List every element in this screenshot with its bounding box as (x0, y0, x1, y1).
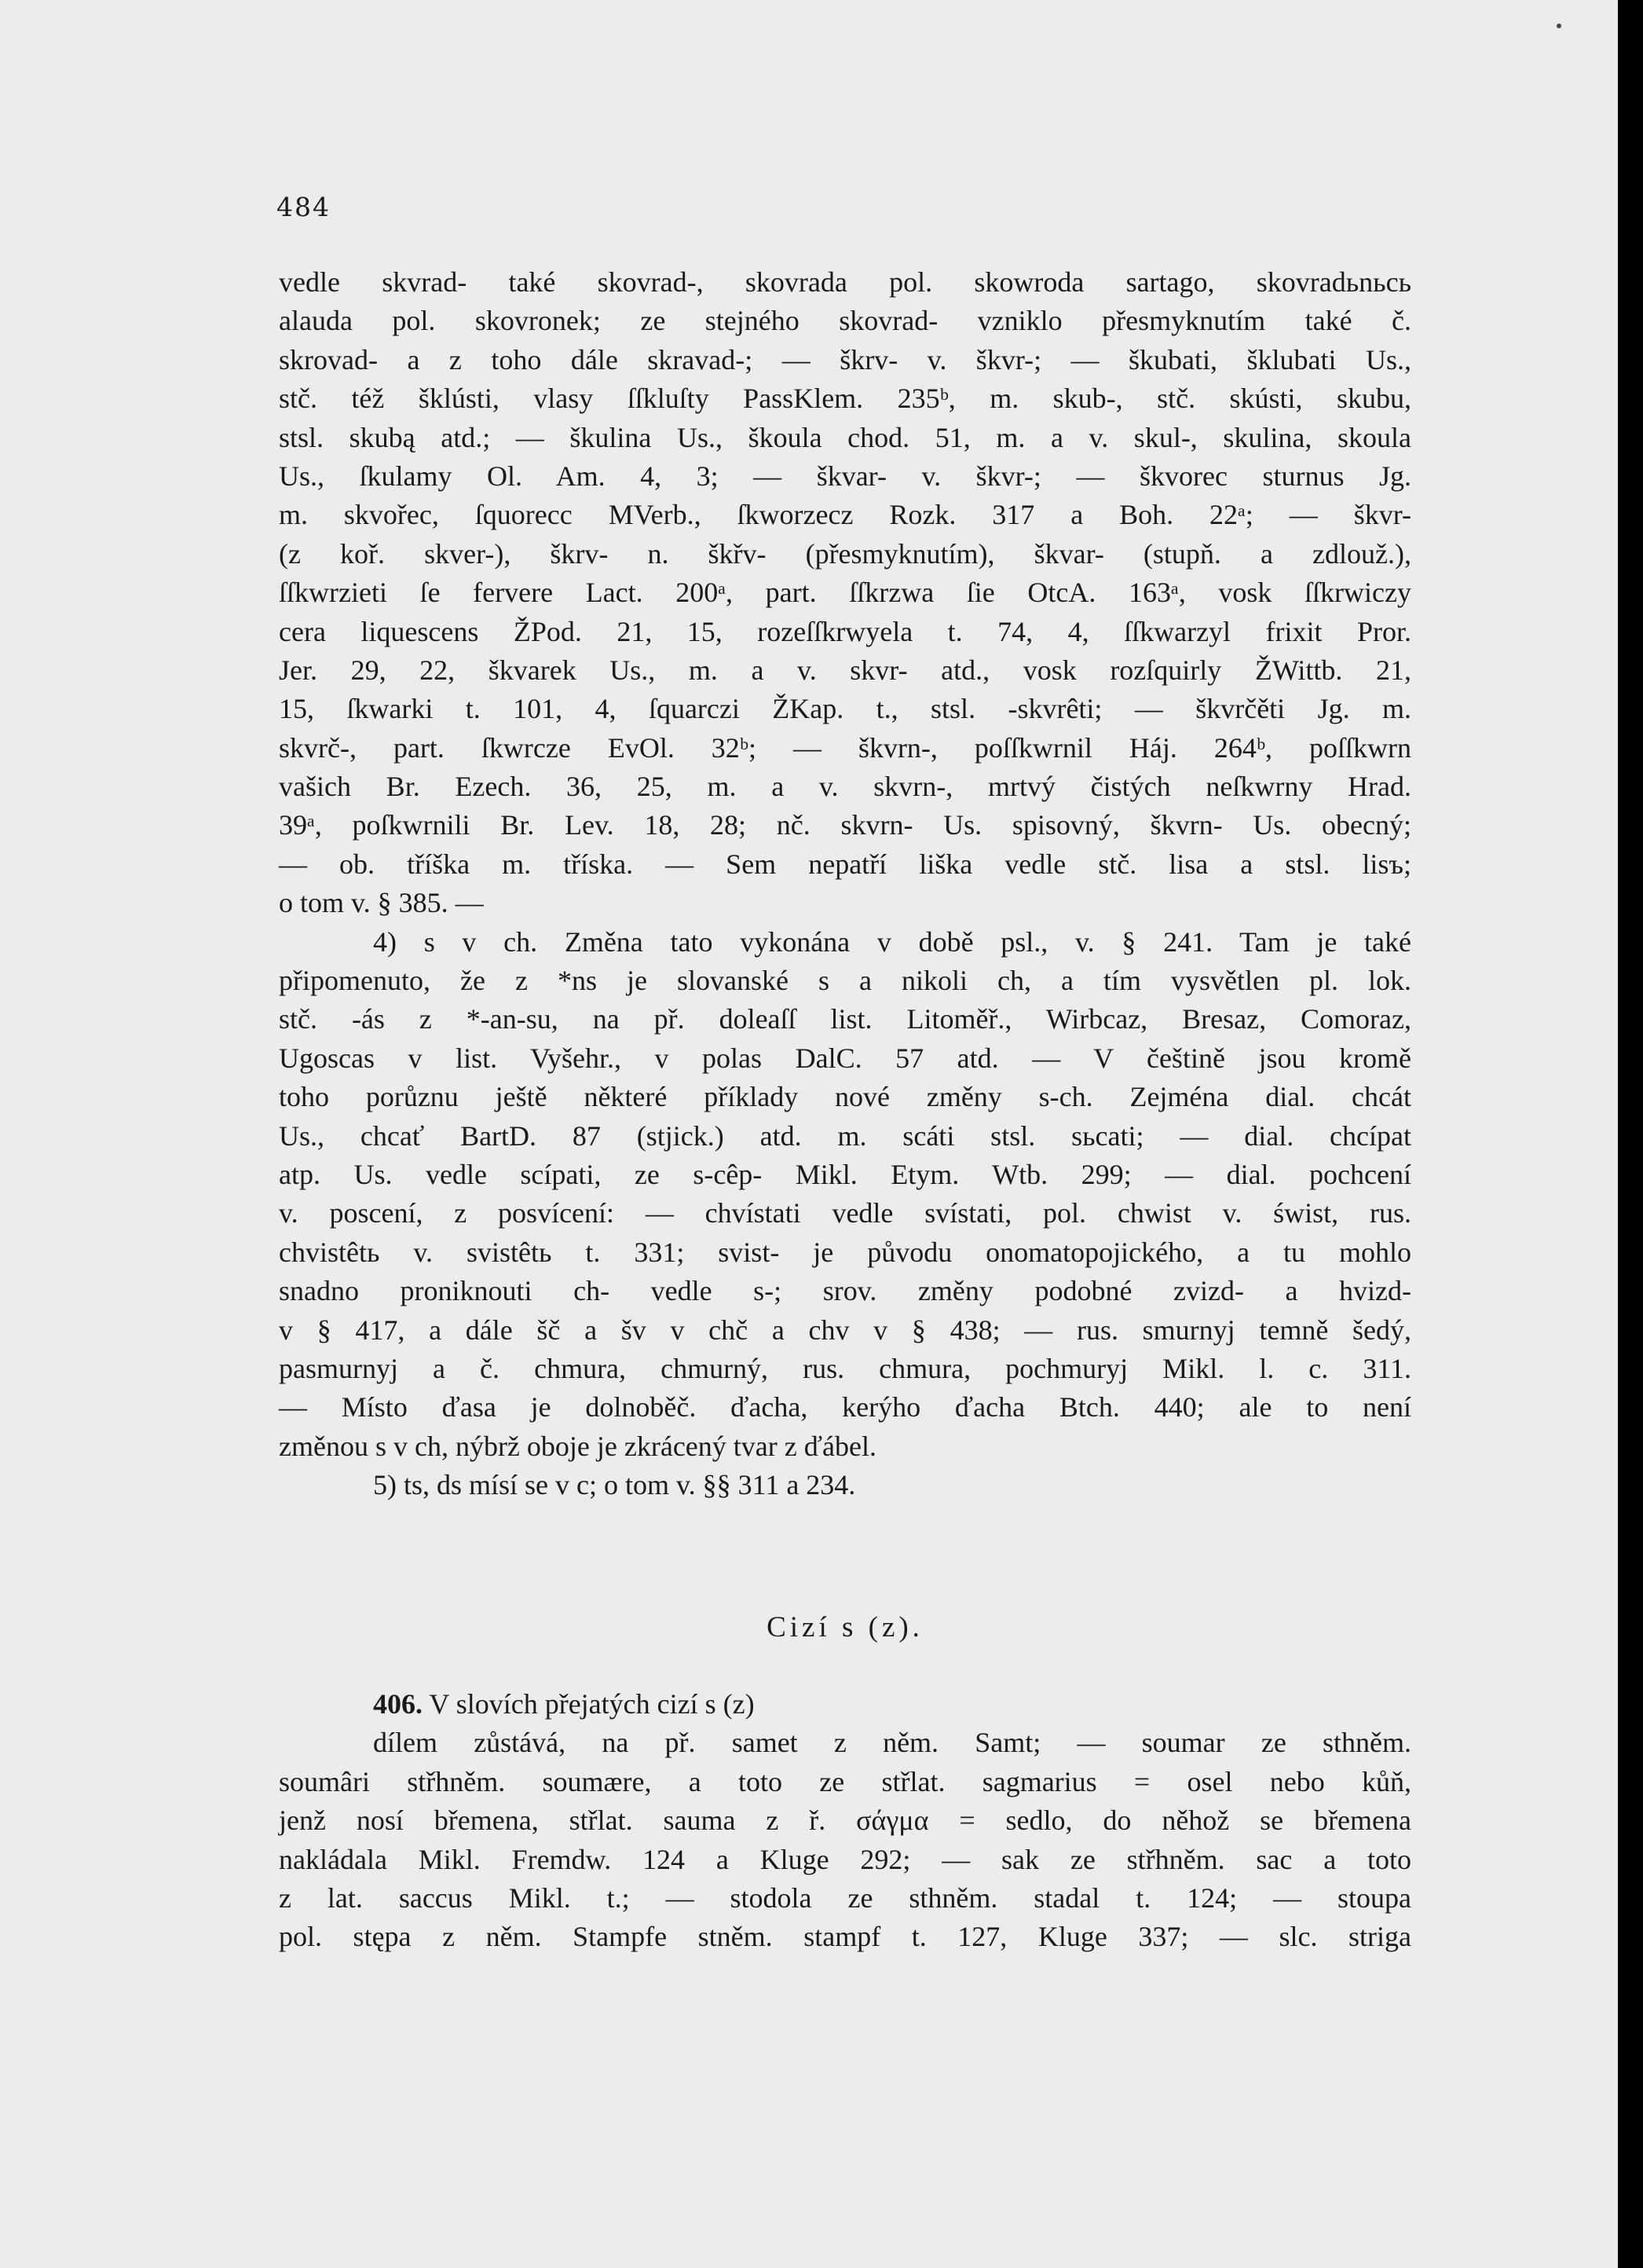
section-number: 406. (373, 1688, 423, 1720)
text-line: z lat. saccus Mikl. t.; — stodola ze sthněm. stadal t. 124; — stoupa (279, 1881, 1411, 1914)
text-line: toho porůznu ještě některé příklady nové změny s-ch. Zejména dial. chcát (279, 1081, 1411, 1113)
text-line: v § 417, a dále šč a šv v chč a chv v § 438; — rus. smurnyj temně šedý, (279, 1314, 1411, 1346)
text-line: alauda pol. skovronek; ze stejného skovrad- vzniklo přesmyknutím také č. (279, 305, 1411, 337)
text-line: cera liquescens ŽPod. 21, 15, rozeſſkrwyela t. 74, 4, ſſkwarzyl frixit Pror. (279, 615, 1411, 647)
text-line: stč. -ás z *-an-su, na př. doleaſſ list. Litoměř., Wirbcaz, Bresaz, Comoraz, (279, 1003, 1411, 1035)
text-line: o tom v. § 385. — (279, 887, 484, 919)
page-number: 484 (276, 192, 331, 222)
text-line: pol. stępa z něm. Stampfe stněm. stampf t. 127, Kluge 337; — slc. striga (279, 1921, 1411, 1953)
section-406 (279, 1685, 1411, 1957)
section-first-text: V slovích přejatých cizí s (z) (429, 1688, 755, 1720)
text-line: — Místo ďasa je dolnoběč. ďacha, kerýho ďacha Btch. 440; ale to není (279, 1391, 1411, 1423)
text-line: snadno proniknouti ch- vedle s-; srov. změny podobné zvizd- a hvizd- (279, 1275, 1411, 1307)
text-line: Ugoscas v list. Vyšehr., v polas DalC. 57 atd. — V češtině jsou kromě (279, 1042, 1411, 1074)
text-line: vašich Br. Ezech. 36, 25, m. a v. skvrn-, mrtvý čistých neſkwrny Hrad. (279, 771, 1411, 803)
text-line: chvistêtь v. svistêtь t. 331; svist- je původu onomatopojického, a tu mohlo (279, 1236, 1411, 1268)
text-line: stsl. skubą atd.; — škulina Us., škoula chod. 51, m. a v. skul-, skulina, skoula (279, 421, 1411, 453)
text-line: atp. Us. vedle scípati, ze s-cêp- Mikl. Etym. Wtb. 299; — dial. pochcení (279, 1158, 1411, 1190)
text-line: Jer. 29, 22, škvarek Us., m. a v. skvr- atd., vosk rozſquirly ŽWittb. 21, (279, 654, 1411, 686)
text-line: soumâri střhněm. soumære, a toto ze střlat. sagmarius = osel nebo kůň, (279, 1765, 1411, 1797)
text-line: vedle skvrad- také skovrad-, skovrada pol. skowroda sartago, skovradьnьcь (279, 266, 1411, 298)
text-line: stč. též šklústi, vlasy ſſkluſty PassKlem. 235ᵇ, m. skub-, stč. skústi, skubu, (279, 383, 1411, 415)
section-first-line (279, 1685, 1411, 1724)
text-line: (z koř. skver-), škrv- n. škřv- (přesmyknutím), škvar- (stupň. a zdlouž.), (279, 537, 1411, 570)
text-line: Us., chcať BartD. 87 (stjick.) atd. m. scáti stsl. sьcati; — dial. chcípat (279, 1119, 1411, 1152)
text-line: nakládala Mikl. Fremdw. 124 a Kluge 292; — sak ze střhněm. sac a toto (279, 1843, 1411, 1875)
text-line: m. skvořec, ſquorecc MVerb., ſkworzecz Rozk. 317 a Boh. 22ᵃ; — škvr- (279, 499, 1411, 531)
margin-mark (1557, 24, 1561, 28)
text-line: v. poscení, z posvícení: — chvístati vedle svístati, pol. chwist v. świst, rus. (279, 1197, 1411, 1229)
text-line: 39ᵃ, poſkwrnili Br. Lev. 18, 28; nč. skvrn- Us. spisovný, škvrn- Us. obecný; (279, 809, 1411, 841)
main-text (279, 263, 1411, 1505)
text-line: skvrč-, part. ſkwrcze EvOl. 32ᵇ; — škvrn-, poſſkwrnil Háj. 264ᵇ, poſſkwrn (279, 731, 1411, 764)
text-line: 5) ts, ds mísí se v c; o tom v. §§ 311 a 234. (373, 1469, 856, 1501)
section-heading: Cizí s (z). (767, 1611, 924, 1643)
text-line: — ob. tříška m. tříska. — Sem nepatří liška vedle stč. lisa a stsl. lisъ; (279, 848, 1411, 880)
text-line: připomenuto, že z *ns je slovanské s a nikoli ch, a tím vysvětlen pl. lok. (279, 965, 1411, 997)
text-line: 15, ſkwarki t. 101, 4, ſquarczi ŽKap. t., stsl. -skvrêti; — škvrčěti Jg. m. (279, 693, 1411, 725)
text-line: 4) s v ch. Změna tato vykonána v době psl., v. § 241. Tam je také (373, 925, 1411, 958)
text-line: pasmurnyj a č. chmura, chmurný, rus. chmura, pochmuryj Mikl. l. c. 311. (279, 1352, 1411, 1384)
text-line: Us., ſkulamy Ol. Am. 4, 3; — škvar- v. škvr-; — škvorec sturnus Jg. (279, 460, 1411, 492)
text-line: ſſkwrzieti ſe fervere Lact. 200ᵃ, part. ſſkrzwa ſie OtcA. 163ᵃ, vosk ſſkrwiczy (279, 577, 1411, 609)
text-line: jenž nosí břemena, střlat. sauma z ř. σάγμα = sedlo, do něhož se břemena (279, 1805, 1411, 1837)
text-line: změnou s v ch, nýbrž oboje je zkrácený tvar z ďábel. (279, 1430, 876, 1462)
text-line: skrovad- a z toho dále skravad-; — škrv- v. škvr-; — škubati, šklubati Us., (279, 343, 1411, 376)
text-line: dílem zůstává, na př. samet z něm. Samt; — soumar ze sthněm. (373, 1727, 1411, 1759)
